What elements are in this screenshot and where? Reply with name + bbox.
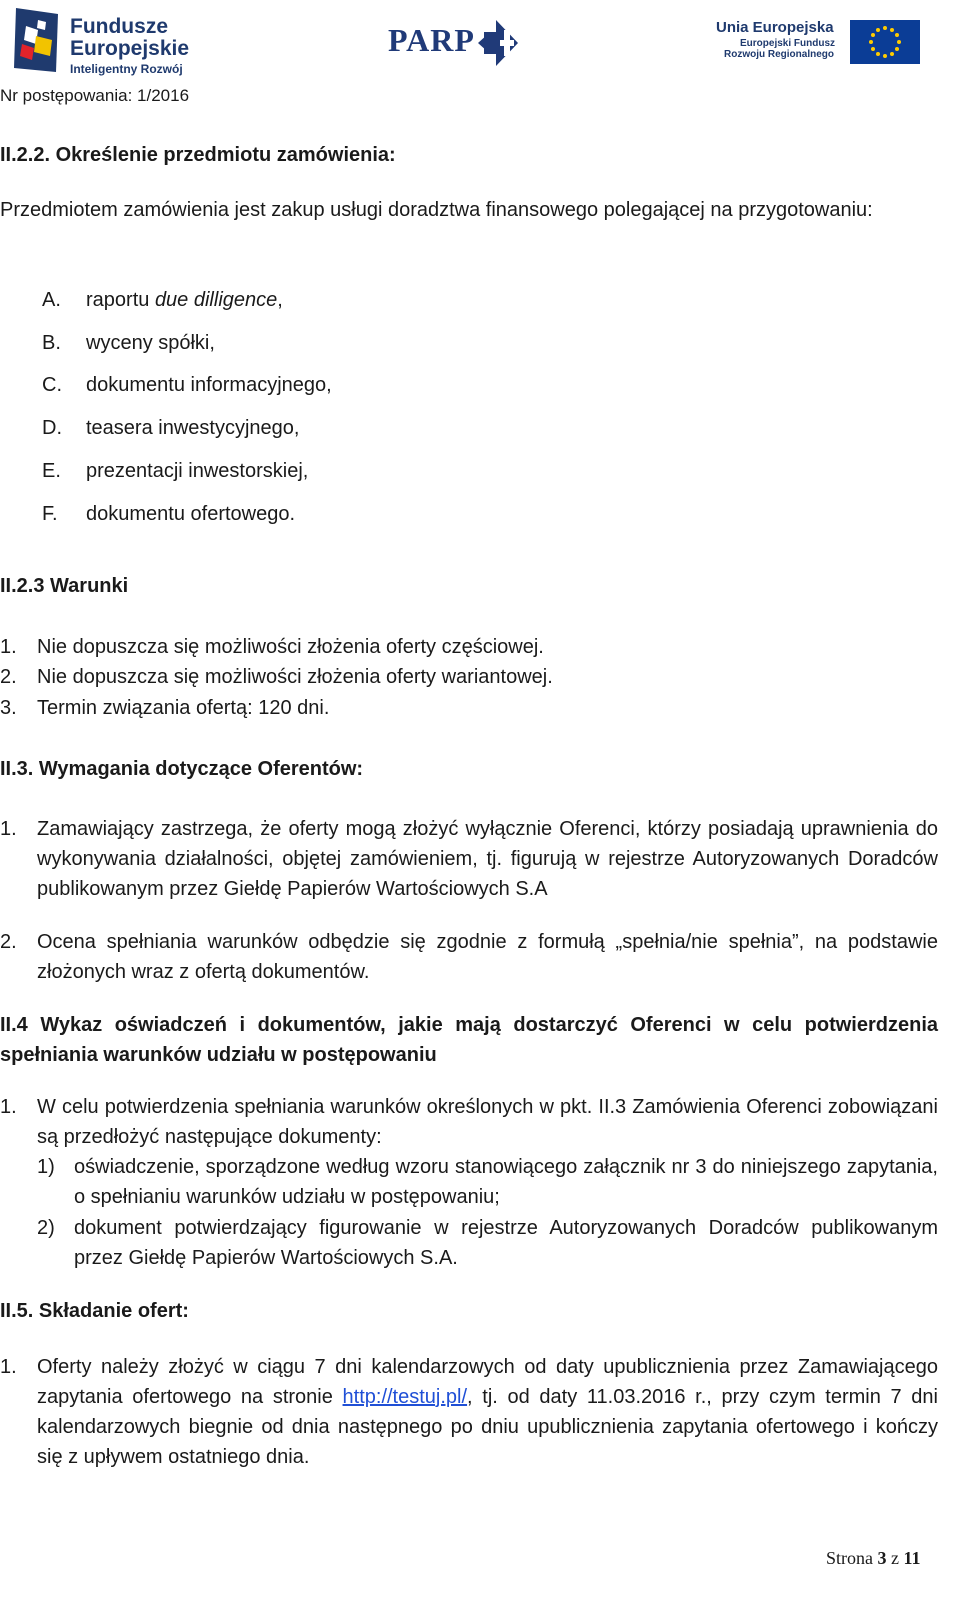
fe-logo-line3: Inteligentny Rozwój [70, 62, 183, 76]
list-item [0, 814, 938, 904]
section-heading-II-2-2: II.2.2. Określenie przedmiotu zamówienia: [0, 144, 396, 166]
parp-logo [388, 20, 528, 66]
list-text-italic: due dilligence [154, 289, 278, 311]
list-item [0, 1352, 938, 1472]
section-intro: Przedmiotem zamówienia jest zakup usługi doradztwa finansowego polegającej na przygotowaniu: [0, 199, 873, 221]
list-number: 1. [0, 636, 17, 658]
ue-logo-line1: Unia Europejska [716, 19, 834, 36]
list-number: 2. [0, 666, 17, 688]
section-heading-II-4: II.4 Wykaz oświadczeń i dokumentów, jakie mają dostarczyć Oferenci w celu potwierdzenia spełniania warunków udziału w postępowaniu [0, 1014, 938, 1066]
sub-list-number: 1) [37, 1156, 55, 1178]
list-text: raportu [86, 289, 155, 311]
list-letter: C. [42, 374, 62, 396]
footer-separator: z [891, 1548, 899, 1568]
list-number: 2. [0, 931, 17, 953]
list-item [42, 456, 308, 486]
list-text: Nie dopuszcza się możliwości złożenia oferty wariantowej. [37, 666, 553, 688]
list-letter: E. [42, 460, 61, 482]
list-item [0, 1092, 938, 1152]
list-text: Ocena spełniania warunków odbędzie się zgodnie z formułą „spełnia/nie spełnia”, na podstawie złożonych wraz z ofertą dokumentów. [37, 931, 938, 983]
list-item [42, 499, 295, 529]
list-text: W celu potwierdzenia spełniania warunków określonych w pkt. II.3 Zamówienia Oferenci zobowiązani są przedłożyć następujące dokumenty: [37, 1096, 938, 1148]
list-item [42, 370, 332, 400]
list-text-suffix: , [277, 289, 283, 311]
offer-page-link[interactable]: http://testuj.pl/ [342, 1386, 468, 1408]
procedure-number: Nr postępowania: 1/2016 [0, 86, 190, 105]
list-item [0, 662, 938, 692]
list-text [37, 1352, 938, 1472]
parp-logo-text: PARP [388, 22, 475, 58]
list-letter: F. [42, 503, 58, 525]
list-text: Zamawiający zastrzega, że oferty mogą złożyć wyłącznie Oferenci, którzy posiadają uprawnienia do wykonywania działalności, objętej zamówieniem, tj. figurują w rejestrze Autoryzowanych Doradców publikowanym przez Giełdę Papierów Wartościowych S.A [37, 818, 938, 900]
section-heading-II-5: II.5. Składanie ofert: [0, 1300, 189, 1322]
list-text: dokumentu ofertowego. [86, 503, 296, 525]
list-text: dokumentu informacyjnego, [86, 374, 332, 396]
page-footer [826, 1548, 921, 1569]
list-text: wyceny spółki, [86, 332, 215, 354]
list-letter: B. [42, 332, 61, 354]
section-heading-II-2-3: II.2.3 Warunki [0, 575, 129, 597]
sub-list-text: oświadczenie, sporządzone według wzoru stanowiącego załącznik nr 3 do niniejszego zapytania, o spełnianiu warunków udziału w postępowaniu; [74, 1156, 938, 1208]
list-text: prezentacji inwestorskiej, [86, 460, 309, 482]
header-logos [0, 0, 960, 80]
fe-logo-line1: Fundusze [70, 15, 168, 38]
list-number: 3. [0, 697, 17, 719]
ue-logo-line3: Rozwoju Regionalnego [724, 49, 834, 60]
list-number: 1. [0, 1356, 17, 1378]
list-letter: A. [42, 289, 61, 311]
list-number: 1. [0, 1096, 17, 1118]
list-text: Nie dopuszcza się możliwości złożenia oferty częściowej. [37, 636, 544, 658]
ue-logo-line2: Europejski Fundusz [740, 38, 836, 49]
sub-list-item [37, 1152, 938, 1212]
sub-list-number: 2) [37, 1217, 55, 1239]
list-text-before-link: Oferty należy złożyć w ciągu 7 dni kalendarzowych od daty upublicznienia przez Zamawiającego zapytania ofertowego na stronie [37, 1356, 938, 1408]
section-heading-II-3: II.3. Wymagania dotyczące Oferentów: [0, 758, 364, 780]
list-text-after-link: , tj. od daty 11.03.2016 r., przy czym termin 7 dni kalendarzowych biegnie od dnia następnego po dniu upublicznienia zapytania ofertowego i kończy się z upływem ostatniego dnia. [37, 1386, 938, 1468]
list-item [0, 693, 938, 723]
list-text: teasera inwestycyjnego, [86, 417, 300, 439]
list-item [42, 413, 299, 443]
parp-arrows-icon [474, 20, 522, 66]
sub-list-text: dokument potwierdzający figurowanie w rejestrze Autoryzowanych Doradców publikowanym przez Giełdę Papierów Wartościowych S.A. [74, 1217, 938, 1269]
fundusze-europejskie-logo [12, 6, 192, 78]
list-text: Termin związania ofertą: 120 dni. [37, 697, 330, 719]
sub-list-item [37, 1213, 938, 1273]
list-letter: D. [42, 417, 62, 439]
unia-europejska-logo [716, 18, 926, 66]
list-item [0, 927, 938, 987]
fe-logo-line2: Europejskie [70, 37, 190, 60]
fundusze-europejskie-mark-icon [12, 6, 62, 74]
footer-prefix: Strona [826, 1548, 873, 1568]
eu-flag-icon [850, 20, 920, 64]
list-number: 1. [0, 818, 17, 840]
footer-total-pages: 11 [903, 1548, 921, 1568]
list-item [0, 632, 938, 662]
list-item [42, 285, 283, 315]
list-item [42, 328, 215, 358]
footer-page-number: 3 [877, 1548, 887, 1568]
